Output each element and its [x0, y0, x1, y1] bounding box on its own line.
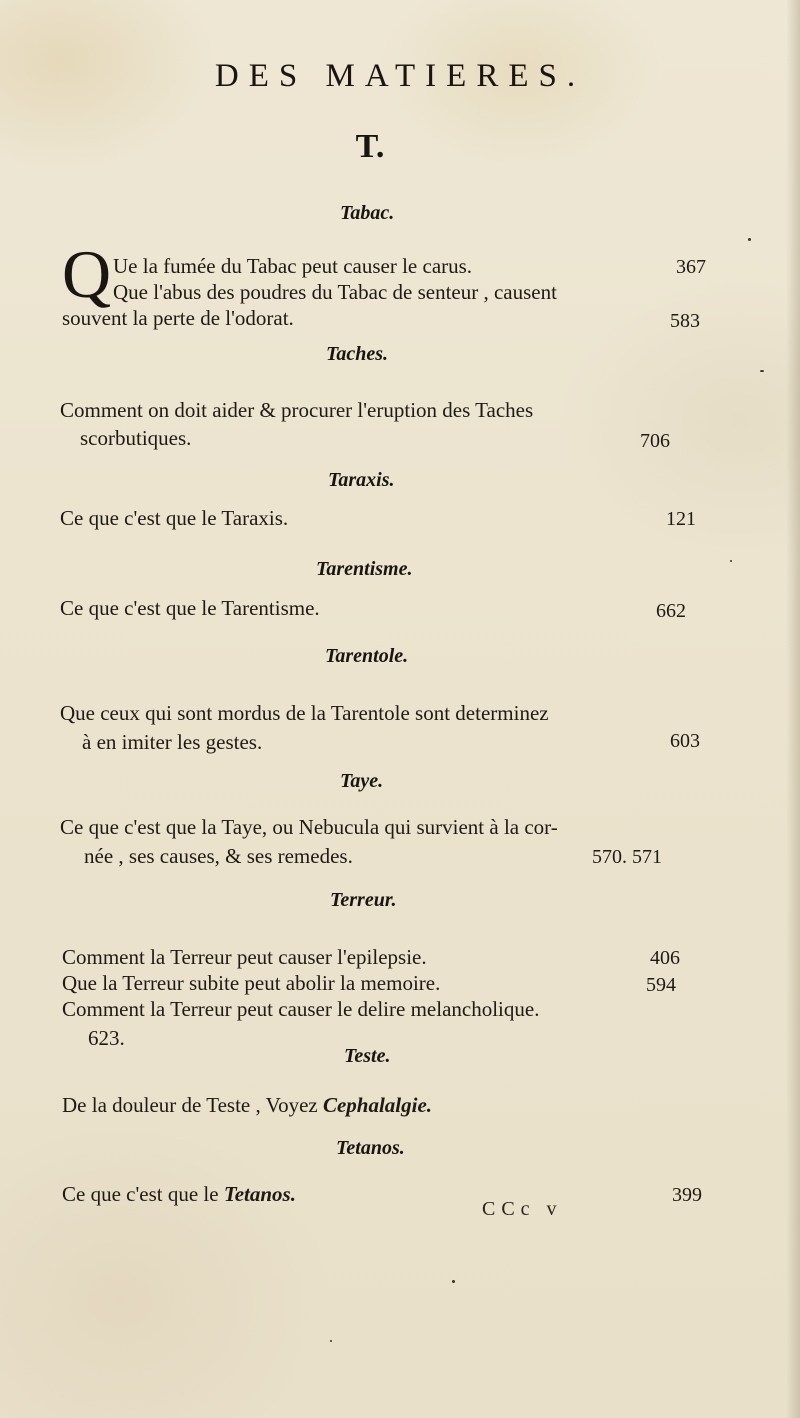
page-number: 662: [656, 600, 686, 622]
entry-title-taraxis: Taraxis.: [328, 469, 395, 491]
page-number: 706: [640, 430, 670, 452]
index-line: [62, 1184, 296, 1205]
index-line: Comment on doit aider & procurer l'eruption des Taches: [60, 398, 534, 422]
index-line: Comment la Terreur peut causer le delire melancholique.: [62, 997, 540, 1021]
page-number: 570. 571: [592, 846, 662, 868]
entry-title-tetanos: Tetanos.: [336, 1137, 405, 1159]
index-line: Ce que c'est que le Tarentisme.: [60, 596, 320, 620]
index-line: à en imiter les gestes.: [82, 730, 263, 754]
entry-title-taye: Taye.: [340, 770, 384, 792]
page-number: 406: [650, 947, 680, 969]
section-letter: T.: [355, 128, 385, 165]
entry-title-tarentole: Tarentole.: [325, 645, 409, 667]
drop-cap: Q: [62, 236, 112, 312]
page-number: 594: [646, 974, 676, 996]
page-number: 121: [666, 508, 696, 530]
index-line: Comment la Terreur peut causer l'epilepsie.: [62, 945, 427, 969]
page-number: 399: [672, 1184, 702, 1206]
page-number: 603: [670, 730, 700, 752]
running-head: DES MATIERES.: [214, 58, 586, 94]
index-line: Que ceux qui sont mordus de la Tarentole sont determinez: [60, 701, 549, 725]
signature-mark: CCc v: [482, 1198, 563, 1220]
page-number: 367: [676, 256, 706, 278]
index-line: 623.: [88, 1026, 125, 1050]
index-line: [62, 1095, 432, 1116]
ink-speck: [760, 370, 764, 372]
cross-reference: Tetanos.: [223, 1182, 296, 1206]
cross-reference: Cephalalgie.: [322, 1093, 433, 1117]
index-line: souvent la perte de l'odorat.: [62, 306, 294, 330]
page-number: 583: [670, 310, 700, 332]
index-line: Ue la fumée du Tabac peut causer le carus.: [113, 254, 473, 278]
page-edge-shadow: [786, 0, 800, 1418]
index-line-text: De la douleur de Teste , Voyez: [62, 1093, 318, 1117]
entry-title-teste: Teste.: [344, 1045, 391, 1067]
entry-title-terreur: Terreur.: [330, 889, 397, 911]
entry-title-tabac: Tabac.: [340, 202, 395, 224]
entry-title-tarentisme: Tarentisme.: [316, 558, 413, 580]
entry-title-taches: Taches.: [326, 343, 389, 365]
ink-speck: [730, 560, 732, 562]
index-line: Que la Terreur subite peut abolir la memoire.: [62, 971, 441, 995]
index-line: Que l'abus des poudres du Tabac de senteur , causent: [113, 280, 557, 304]
ink-speck: [330, 1340, 332, 1342]
index-line: Ce que c'est que le Taraxis.: [60, 506, 289, 530]
index-line: Ce que c'est que la Taye, ou Nebucula qui survient à la cor-: [60, 815, 558, 839]
index-line: scorbutiques.: [80, 426, 192, 450]
index-line-text: Ce que c'est que le: [62, 1182, 219, 1206]
ink-speck: [452, 1280, 455, 1283]
index-line: née , ses causes, & ses remedes.: [84, 844, 353, 868]
ink-speck: [748, 238, 751, 241]
